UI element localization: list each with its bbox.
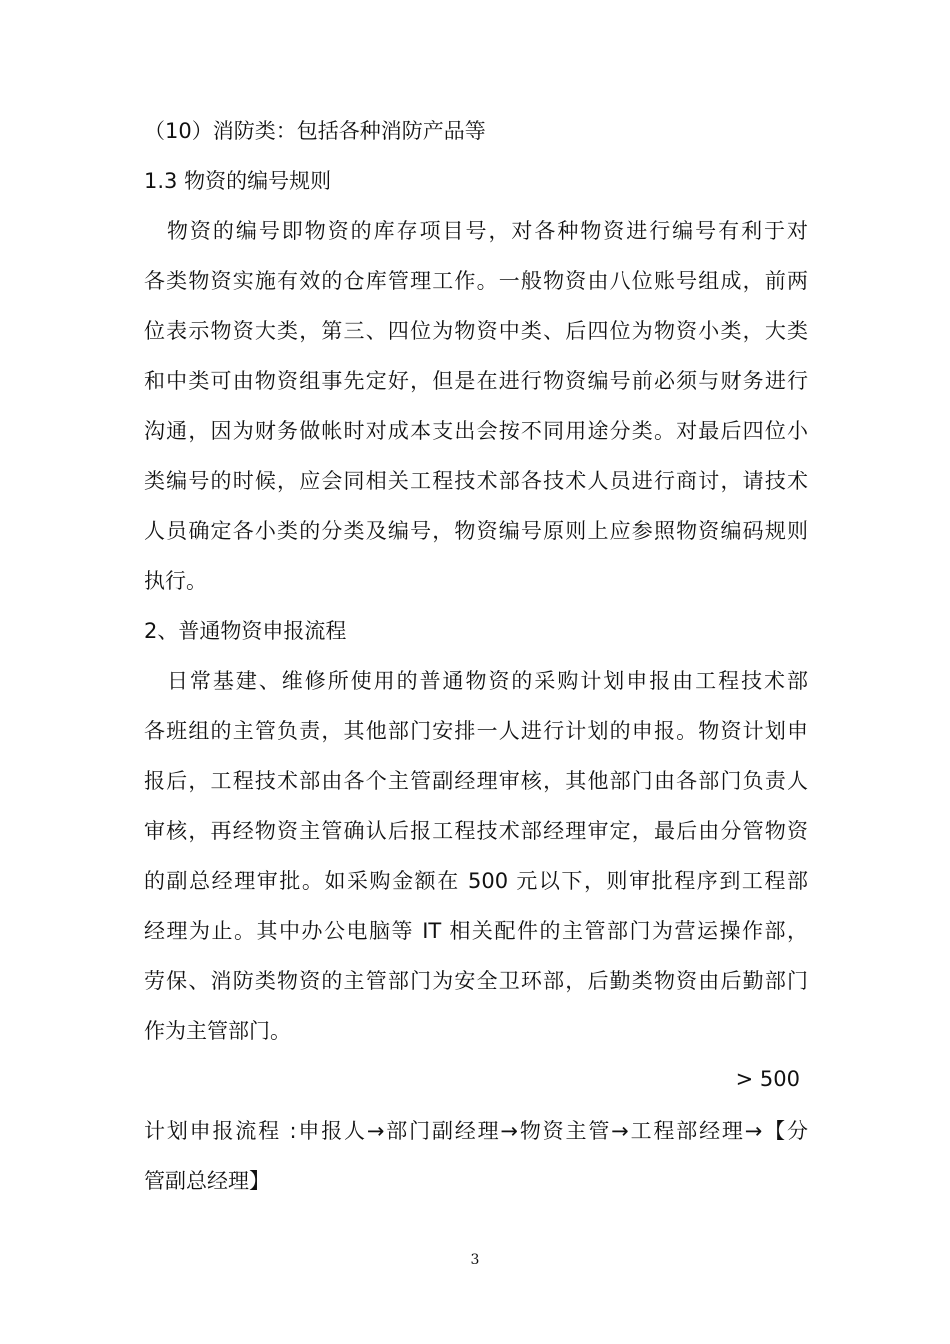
paragraph-line: 和中类可由物资组事先定好，但是在进行物资编号前必须与财务进行 [144, 369, 808, 393]
list-item-fire-protection: （10）消防类：包括各种消防产品等 [144, 119, 486, 143]
paragraph-line: 报后，工程技术部由各个主管副经理审核，其他部门由各部门负责人 [144, 769, 808, 793]
process-flow-line: 计划申报流程 :申报人→部门副经理→物资主管→工程部经理→【分 [144, 1119, 808, 1143]
paragraph-line: 人员确定各小类的分类及编号，物资编号原则上应参照物资编码规则 [144, 519, 808, 543]
paragraph-line: 位表示物资大类，第三、四位为物资中类、后四位为物资小类，大类 [144, 319, 808, 343]
paragraph-line: 类编号的时候，应会同相关工程技术部各技术人员进行商讨，请技术 [144, 469, 808, 493]
paragraph-line: 经理为止。其中办公电脑等 IT 相关配件的主管部门为营运操作部， [144, 919, 808, 943]
amount-threshold-note: > 500 [735, 1067, 800, 1091]
paragraph-line: 物资的编号即物资的库存项目号，对各种物资进行编号有利于对 [144, 219, 808, 243]
page-number: 3 [470, 1252, 480, 1268]
paragraph-line: 作为主管部门。 [144, 1019, 291, 1043]
paragraph-line: 的副总经理审批。如采购金额在 500 元以下，则审批程序到工程部 [144, 869, 808, 893]
paragraph-line: 沟通，因为财务做帐时对成本支出会按不同用途分类。对最后四位小 [144, 419, 808, 443]
section-heading-application-process: 2、普通物资申报流程 [144, 619, 347, 643]
paragraph-line: 日常基建、维修所使用的普通物资的采购计划申报由工程技术部 [144, 669, 808, 693]
process-flow-line: 管副总经理】 [144, 1169, 270, 1193]
paragraph-line: 各班组的主管负责，其他部门安排一人进行计划的申报。物资计划申 [144, 719, 808, 743]
paragraph-line: 各类物资实施有效的仓库管理工作。一般物资由八位账号组成，前两 [144, 269, 808, 293]
paragraph-line: 审核，再经物资主管确认后报工程技术部经理审定，最后由分管物资 [144, 819, 808, 843]
section-heading-numbering-rules: 1.3 物资的编号规则 [144, 169, 332, 193]
paragraph-line: 执行。 [144, 569, 207, 593]
paragraph-line: 劳保、消防类物资的主管部门为安全卫环部，后勤类物资由后勤部门 [144, 969, 808, 993]
